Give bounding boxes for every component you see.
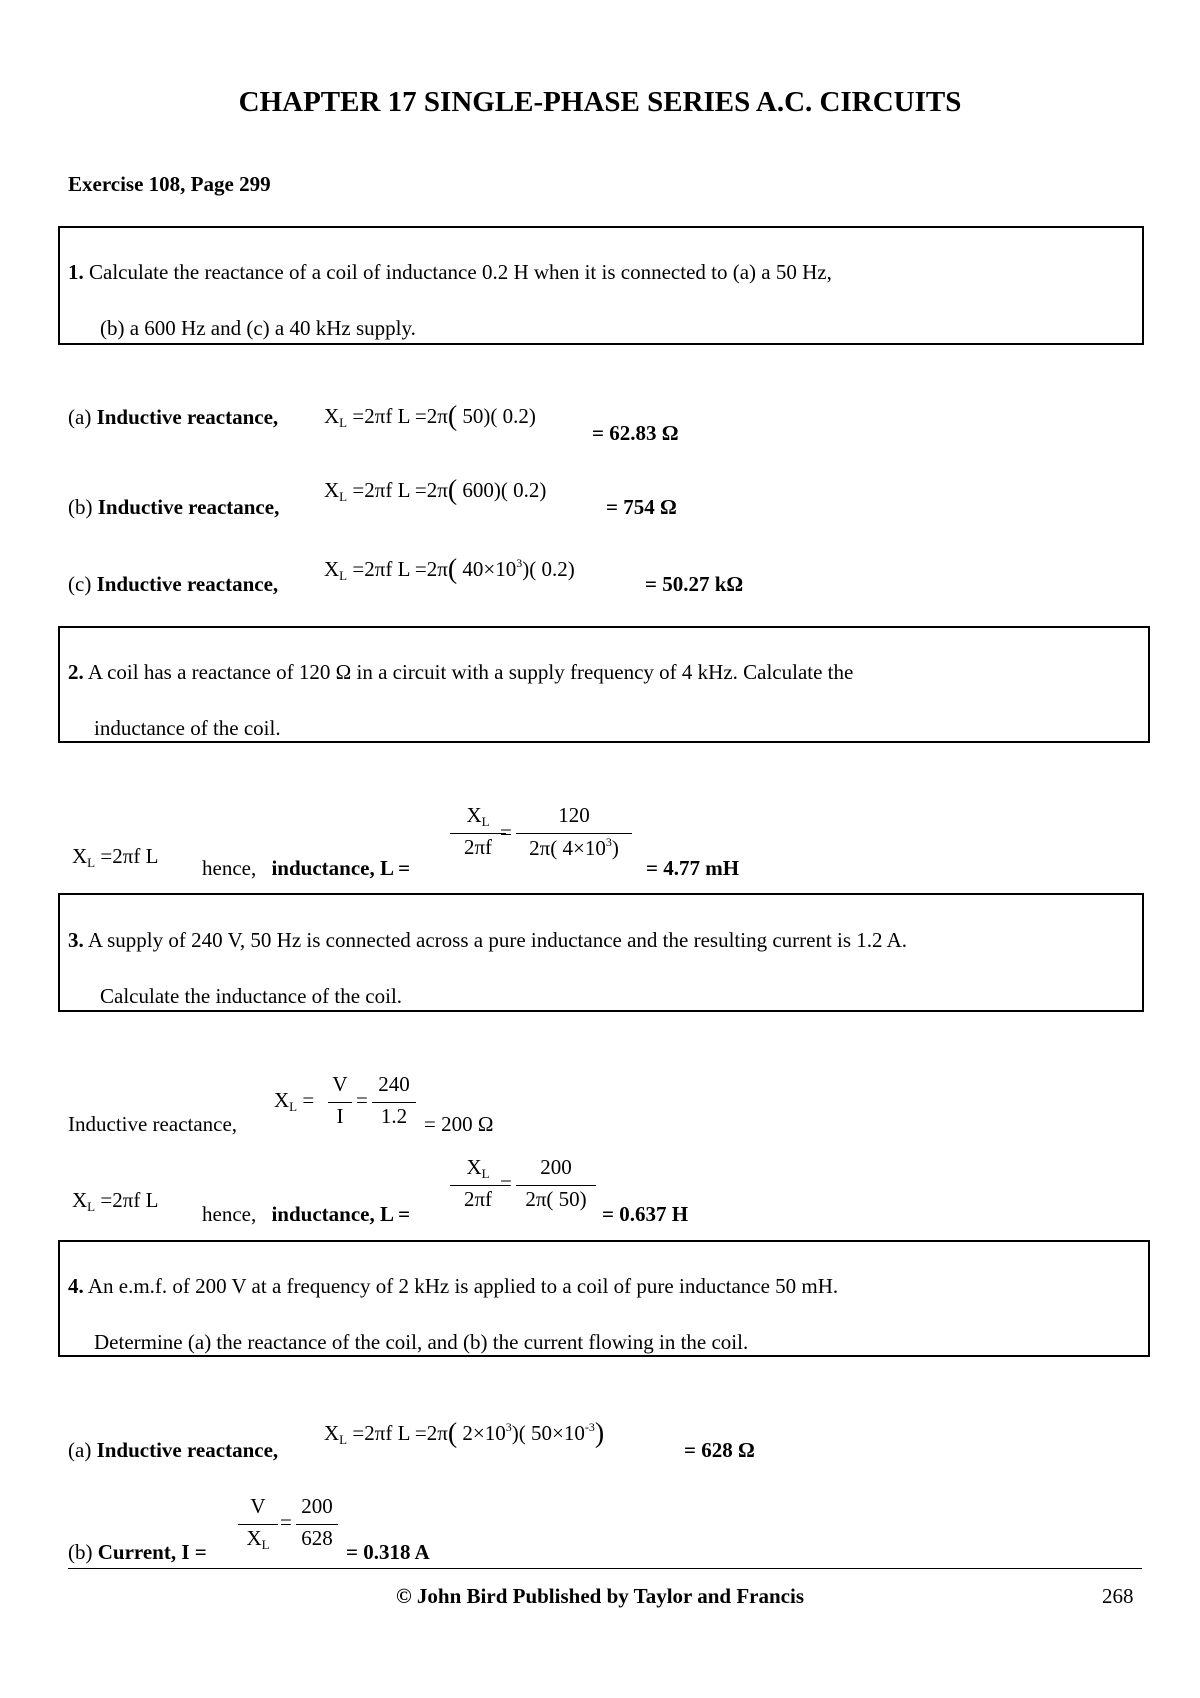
answer-3-equals: = — [356, 1088, 368, 1112]
question-1-number: 1. — [68, 260, 84, 284]
answer-3-xl-symbol: $X_L$ = — [274, 1088, 315, 1114]
answer-4a: (a) Inductive reactance, — [68, 1438, 279, 1462]
answer-1b-formula: $X_L =2\pi f$ L =2π( 600)( 0.2) — [324, 475, 547, 506]
answer-1b-result: = 754 Ω — [606, 495, 677, 519]
question-2-line-1: 2. A coil has a reactance of 120 Ω in a circuit with a supply frequency of 4 kHz. Calculate the — [68, 660, 854, 684]
answer-3-xl-value: = 200 Ω — [424, 1112, 494, 1136]
answer-2-result: = 4.77 mH — [646, 856, 740, 880]
answer-2-fraction-2: 120 2π( $4\times 10^3$) — [516, 803, 632, 865]
question-2-number: 2. — [68, 660, 84, 684]
answer-4-fraction-2: 200 628 — [296, 1494, 338, 1556]
answer-4b: (b) Current, I = — [68, 1540, 207, 1564]
page-title: CHAPTER 17 SINGLE-PHASE SERIES A.C. CIRCUITS — [238, 86, 962, 118]
exercise-heading: Exercise 108, Page 299 — [68, 172, 271, 196]
answer-3-fraction-3: $X_L$ 2πf — [450, 1155, 506, 1217]
answer-4a-result: = 628 Ω — [684, 1438, 755, 1462]
answer-3-result: = 0.637 H — [602, 1202, 689, 1226]
answer-1c-formula: $X_L =2\pi f$ L =2π( $40\times 10^3$)( 0.2) — [324, 554, 575, 585]
answer-1a-formula: $X_L =2\pi f$ L =2π( 50)( 0.2) — [324, 401, 536, 432]
answer-1b: (b) Inductive reactance, — [68, 495, 280, 519]
answer-4b-result: = 0.318 A — [346, 1540, 430, 1564]
answer-4-fraction-1: V $X_L$ — [238, 1494, 278, 1556]
answer-3-relation: $X_L =2\pi f$ L — [72, 1188, 159, 1214]
answer-3-fraction-2: 240 1.2 — [372, 1072, 416, 1134]
question-4-number: 4. — [68, 1274, 84, 1298]
answer-3-lead: Inductive reactance, — [68, 1112, 238, 1136]
question-3-line-2: Calculate the inductance of the coil. — [100, 984, 403, 1008]
answer-3-inductance-lead: hence, inductance, L = — [202, 1202, 411, 1226]
answer-2-lead: hence, inductance, L = — [202, 856, 411, 880]
answer-1c: (c) Inductive reactance, — [68, 572, 279, 596]
question-2-line-2: inductance of the coil. — [94, 716, 281, 740]
question-4-line-2: Determine (a) the reactance of the coil, and (b) the current flowing in the coil. — [94, 1330, 749, 1354]
answer-2-fraction-1: $X_L$ 2πf — [450, 803, 506, 865]
answer-3-equals-2: = — [500, 1171, 512, 1195]
question-1-line-1: 1. Calculate the reactance of a coil of inductance 0.2 H when it is connected to (a) a 50 Hz, — [68, 260, 832, 284]
answer-1c-result: = 50.27 kΩ — [645, 572, 744, 596]
answer-1a: (a) Inductive reactance, — [68, 405, 279, 429]
question-4-line-1: 4. An e.m.f. of 200 V at a frequency of 2 kHz is applied to a coil of pure inductance 50 mH. — [68, 1274, 839, 1298]
answer-1a-result: = 62.83 Ω — [592, 421, 679, 445]
question-3-line-1: 3. A supply of 240 V, 50 Hz is connected across a pure inductance and the resulting current is 1.2 A. — [68, 928, 908, 952]
answer-4a-formula: $X_L =2\pi f$ L =2π( $2\times 10^3$)( $50\times 10^{-3}$) — [324, 1418, 605, 1449]
page-number: 268 — [1102, 1584, 1134, 1608]
answer-3-fraction-4: 200 2π( 50) — [516, 1155, 596, 1217]
question-3-number: 3. — [68, 928, 84, 952]
footer-copyright: © John Bird Published by Taylor and Francis — [395, 1584, 804, 1608]
answer-4-equals: = — [280, 1510, 292, 1534]
answer-2-relation: $X_L =2\pi f$ L — [72, 844, 159, 870]
answer-3-fraction-1: V I — [328, 1072, 352, 1134]
answer-2-equals: = — [500, 820, 512, 844]
footer-divider — [68, 1568, 1142, 1569]
question-1-line-2: (b) a 600 Hz and (c) a 40 kHz supply. — [100, 316, 416, 340]
